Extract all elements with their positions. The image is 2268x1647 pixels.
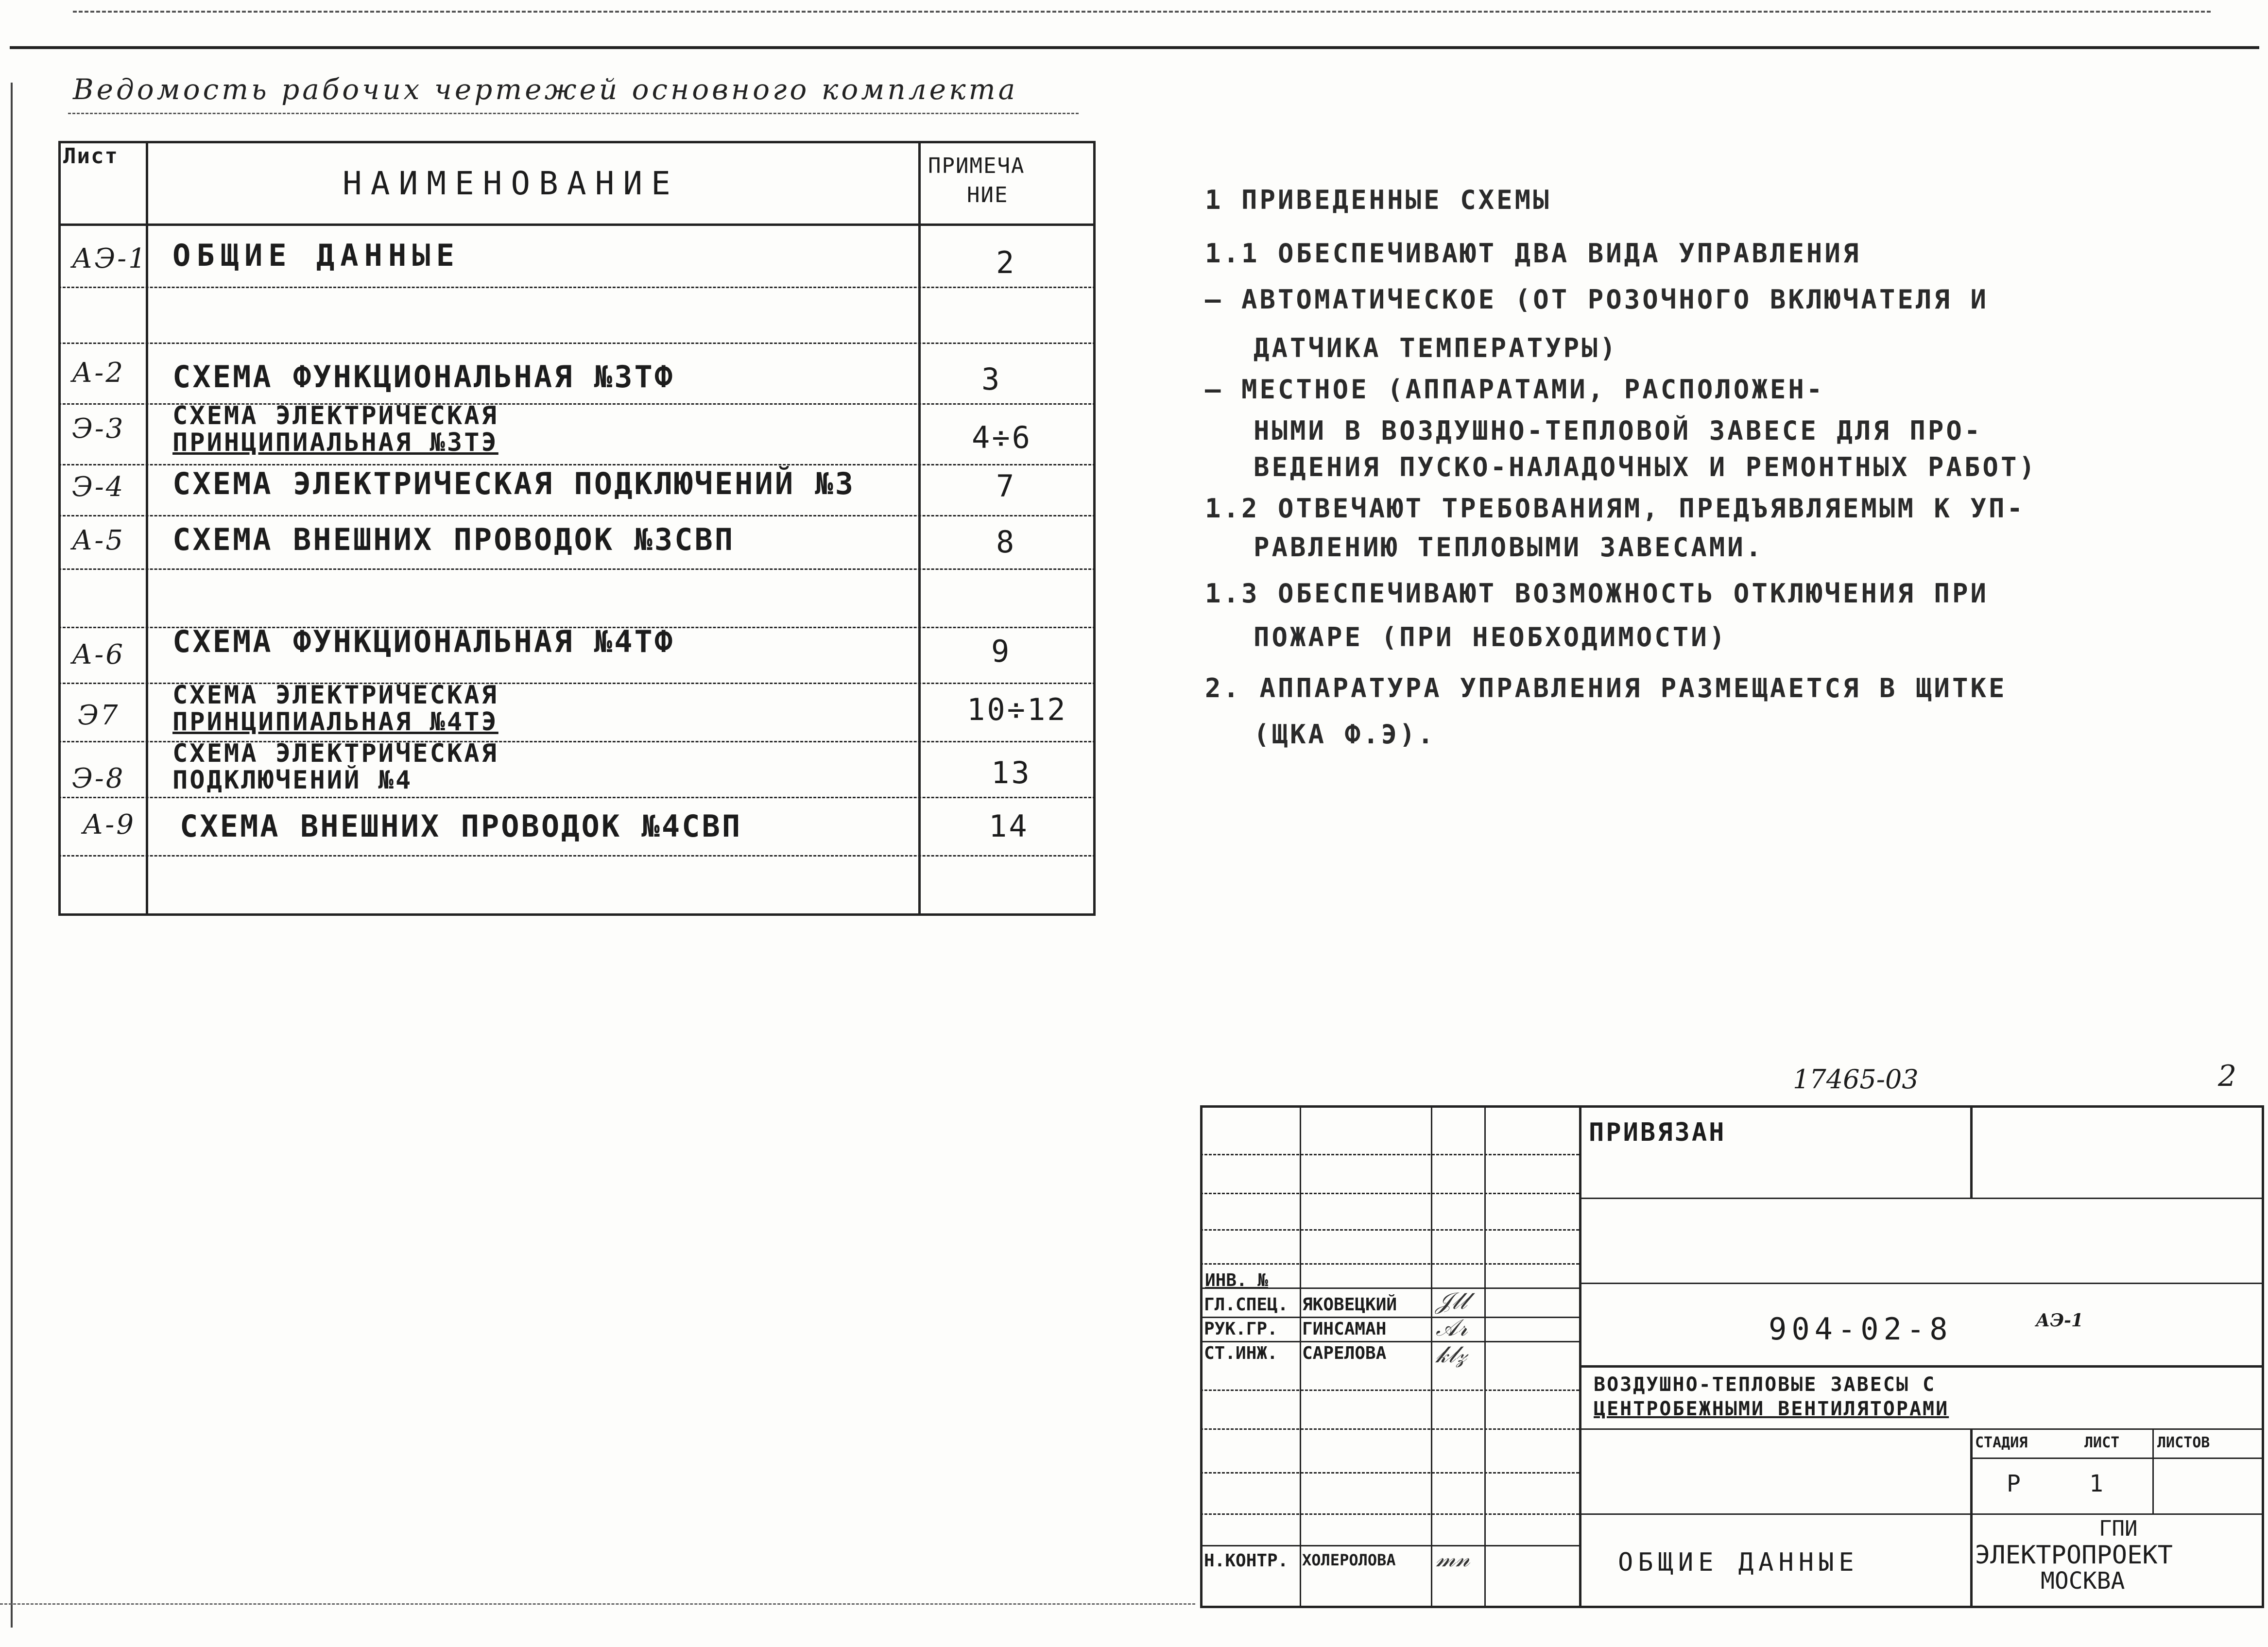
table-top-border bbox=[58, 141, 1096, 143]
sheet-note: 3 bbox=[981, 361, 1002, 397]
sheet-name: СХЕМА ВНЕШНИХ ПРОВОДОК №4СВП bbox=[180, 808, 742, 844]
stamp-left bbox=[1200, 1105, 1203, 1608]
stamp-col bbox=[2152, 1428, 2154, 1513]
stamp-col bbox=[1300, 1105, 1301, 1608]
column-header-sheet: Лист bbox=[63, 144, 119, 169]
role-chief-specialist: ГЛ.СПЕЦ. bbox=[1204, 1295, 1289, 1315]
sheet-code: А-2 bbox=[72, 357, 125, 389]
inventory-label: ИНВ. № bbox=[1205, 1270, 1269, 1290]
document-title-2: ЦЕНТРОБЕЖНЫМИ ВЕНТИЛЯТОРАМИ bbox=[1594, 1398, 1949, 1420]
sheet-name: СХЕМА ЭЛЕКТРИЧЕСКАЯ bbox=[172, 401, 498, 430]
note-line: ДАТЧИКА ТЕМПЕРАТУРЫ) bbox=[1254, 333, 1618, 363]
name-chief-specialist: ЯКОВЕЦКИЙ bbox=[1302, 1295, 1397, 1315]
sheet-note: 2 bbox=[996, 245, 1016, 280]
row-line bbox=[58, 464, 1096, 465]
table-bottom-border bbox=[58, 913, 1096, 916]
column-header-note-1: ПРИМЕЧА bbox=[928, 154, 1025, 178]
document-title-1: ВОЗДУШНО-ТЕПЛОВЫЕ ЗАВЕСЫ С bbox=[1594, 1373, 1936, 1396]
sheet-list-title: Ведомость рабочих чертежей основного комплекта bbox=[73, 73, 1018, 106]
document-code: 904-02-8 bbox=[1769, 1311, 1953, 1347]
note-line: 1 ПРИВЕДЕННЫЕ СХЕМЫ bbox=[1205, 185, 1551, 215]
stamp-bottom bbox=[1200, 1606, 2264, 1608]
stamp-row bbox=[1579, 1365, 2262, 1368]
note-line: — МЕСТНОЕ (АППАРАТАМИ, РАСПОЛОЖЕН- bbox=[1205, 374, 1825, 405]
sheet-code: Э7 bbox=[78, 700, 120, 731]
note-line: РАВЛЕНИЮ ТЕПЛОВЫМИ ЗАВЕСАМИ. bbox=[1254, 532, 1764, 563]
sheet-name: СХЕМА ФУНКЦИОНАЛЬНАЯ №3ТФ bbox=[172, 359, 675, 395]
sheet-note: 4÷6 bbox=[972, 420, 1032, 455]
stamp-col bbox=[1484, 1105, 1486, 1608]
sheet-code: Э-8 bbox=[72, 763, 125, 794]
sheet-code: Э-4 bbox=[72, 471, 125, 503]
sheet-name: СХЕМА ЭЛЕКТРИЧЕСКАЯ bbox=[172, 739, 498, 768]
stamp-row bbox=[1970, 1458, 2262, 1459]
sheet-label: ЛИСТ bbox=[2084, 1434, 2120, 1451]
top-border bbox=[10, 46, 2259, 49]
left-margin-line bbox=[11, 83, 13, 1628]
stage-label: СТАДИЯ bbox=[1975, 1434, 2028, 1451]
sheet-note: 10÷12 bbox=[967, 692, 1067, 727]
stamp-col bbox=[1431, 1105, 1432, 1608]
sheet-code: А-6 bbox=[72, 639, 125, 670]
organization-line-2: ЭЛЕКТРОПРОЕКТ bbox=[1975, 1541, 2173, 1570]
row-line bbox=[58, 515, 1096, 516]
stamp-col bbox=[1579, 1105, 1581, 1608]
sheet-note: 13 bbox=[991, 755, 1031, 790]
sheet-name: СХЕМА ВНЕШНИХ ПРОВОДОК №3СВП bbox=[172, 522, 735, 557]
name-group-head: ГИНСАМАН bbox=[1302, 1319, 1387, 1339]
sheet-note: 9 bbox=[991, 634, 1012, 669]
inventory-number: 17465-03 bbox=[1793, 1064, 1919, 1095]
sheet-name: СХЕМА ЭЛЕКТРИЧЕСКАЯ bbox=[172, 681, 498, 710]
name-senior-engineer: САРЕЛОВА bbox=[1302, 1343, 1387, 1363]
attached-label: ПРИВЯЗАН bbox=[1589, 1118, 1726, 1147]
note-line: 1.1 ОБЕСПЕЧИВАЮТ ДВА ВИДА УПРАВЛЕНИЯ bbox=[1205, 238, 1861, 269]
stamp-row bbox=[1200, 1428, 1579, 1430]
note-line: ВЕДЕНИЯ ПУСКО-НАЛАДОЧНЫХ И РЕМОНТНЫХ РАБОТ) bbox=[1254, 452, 2037, 482]
sheet-note: 8 bbox=[996, 524, 1016, 560]
organization-line-3: МОСКВА bbox=[2041, 1567, 2125, 1595]
name-norm-control: ХОЛЕРОЛОВА bbox=[1302, 1551, 1396, 1569]
row-line bbox=[58, 343, 1096, 344]
stamp-row bbox=[1579, 1198, 2262, 1199]
stamp-row bbox=[1200, 1390, 1579, 1391]
note-line: 2. АППАРАТУРА УПРАВЛЕНИЯ РАЗМЕЩАЕТСЯ В ЩИТКЕ bbox=[1205, 673, 2007, 703]
stamp-row bbox=[1200, 1513, 1579, 1515]
stamp-top bbox=[1200, 1105, 2264, 1108]
sheet-code: АЭ-1 bbox=[72, 243, 148, 274]
stamp-row bbox=[1200, 1341, 1579, 1342]
row-line bbox=[58, 855, 1096, 857]
sheet-name: ОБЩИЕ ДАННЫЕ bbox=[172, 238, 460, 273]
sheet-name: СХЕМА ФУНКЦИОНАЛЬНАЯ №4ТФ bbox=[172, 624, 675, 659]
row-line bbox=[58, 287, 1096, 288]
sheet-note: 14 bbox=[989, 808, 1029, 844]
organization-line-1: ГПИ bbox=[2099, 1516, 2138, 1541]
sheet-value: 1 bbox=[2089, 1470, 2103, 1497]
stamp-row bbox=[1200, 1263, 1579, 1265]
sheet-code: А-9 bbox=[83, 809, 136, 841]
document-sheet-code: АЭ-1 bbox=[2036, 1310, 2083, 1331]
column-header-note-2: НИЕ bbox=[967, 183, 1009, 207]
sheet-name-line2: ПОДКЛЮЧЕНИЙ №4 bbox=[172, 766, 413, 795]
title-underline bbox=[68, 113, 1079, 114]
stamp-row bbox=[1200, 1317, 1579, 1318]
note-line: 1.2 ОТВЕЧАЮТ ТРЕБОВАНИЯМ, ПРЕДЪЯВЛЯЕМЫМ К УП- bbox=[1205, 493, 2025, 524]
row-line bbox=[58, 797, 1096, 798]
sheet-note: 7 bbox=[996, 468, 1016, 504]
sheet-name: СХЕМА ЭЛЕКТРИЧЕСКАЯ ПОДКЛЮЧЕНИЙ №3 bbox=[172, 466, 856, 501]
top-edge-marks bbox=[73, 11, 2211, 13]
signature: 𝒜𝓇 bbox=[1436, 1314, 1468, 1341]
signature: 𝒥𝓁𝓁 bbox=[1436, 1287, 1467, 1315]
table-header-bottom bbox=[58, 223, 1096, 226]
column-header-name: НАИМЕНОВАНИЕ bbox=[343, 165, 679, 202]
sheet-code: А-5 bbox=[72, 525, 125, 556]
page-sheet-number: 2 bbox=[2218, 1059, 2237, 1093]
sheets-label: ЛИСТОВ bbox=[2157, 1434, 2210, 1451]
stamp-col bbox=[1970, 1428, 1973, 1606]
role-group-head: РУК.ГР. bbox=[1204, 1319, 1278, 1339]
stamp-row bbox=[1200, 1472, 1579, 1474]
stamp-row bbox=[1200, 1545, 1579, 1546]
stamp-row bbox=[1200, 1229, 1579, 1231]
row-line bbox=[58, 568, 1096, 570]
stamp-row bbox=[1200, 1193, 1579, 1194]
stage-value: Р bbox=[2007, 1470, 2021, 1497]
stamp-right bbox=[2262, 1105, 2264, 1608]
stamp-row bbox=[1579, 1513, 2262, 1515]
role-norm-control: Н.КОНТР. bbox=[1204, 1551, 1289, 1571]
bottom-edge-line bbox=[0, 1603, 1195, 1605]
sheet-name-line2: ПРИНЦИПИАЛЬНАЯ №3ТЭ bbox=[172, 428, 498, 457]
sheet-code: Э-3 bbox=[72, 413, 125, 445]
signature: 𝓂𝓃 bbox=[1436, 1545, 1470, 1572]
note-line: ПОЖАРЕ (ПРИ НЕОБХОДИМОСТИ) bbox=[1254, 622, 1728, 652]
note-line: НЫМИ В ВОЗДУШНО-ТЕПЛОВОЙ ЗАВЕСЕ ДЛЯ ПРО- bbox=[1254, 415, 1983, 446]
sheet-name-line2: ПРИНЦИПИАЛЬНАЯ №4ТЭ bbox=[172, 707, 498, 737]
note-line: 1.3 ОБЕСПЕЧИВАЮТ ВОЗМОЖНОСТЬ ОТКЛЮЧЕНИЯ ПРИ bbox=[1205, 578, 1989, 609]
stamp-col bbox=[1970, 1105, 1973, 1198]
stamp-row bbox=[1579, 1428, 2262, 1430]
note-line: (ЩКА Ф.Э). bbox=[1254, 719, 1436, 750]
signature: 𝓀𝓁𝓏 bbox=[1436, 1341, 1467, 1368]
sheet-title: ОБЩИЕ ДАННЫЕ bbox=[1618, 1548, 1859, 1577]
role-senior-engineer: СТ.ИНЖ. bbox=[1204, 1343, 1278, 1363]
stamp-row bbox=[1579, 1283, 2262, 1284]
stamp-row bbox=[1200, 1154, 1579, 1155]
note-line: — АВТОМАТИЧЕСКОЕ (ОТ РОЗОЧНОГО ВКЛЮЧАТЕЛЯ И bbox=[1205, 284, 1989, 315]
